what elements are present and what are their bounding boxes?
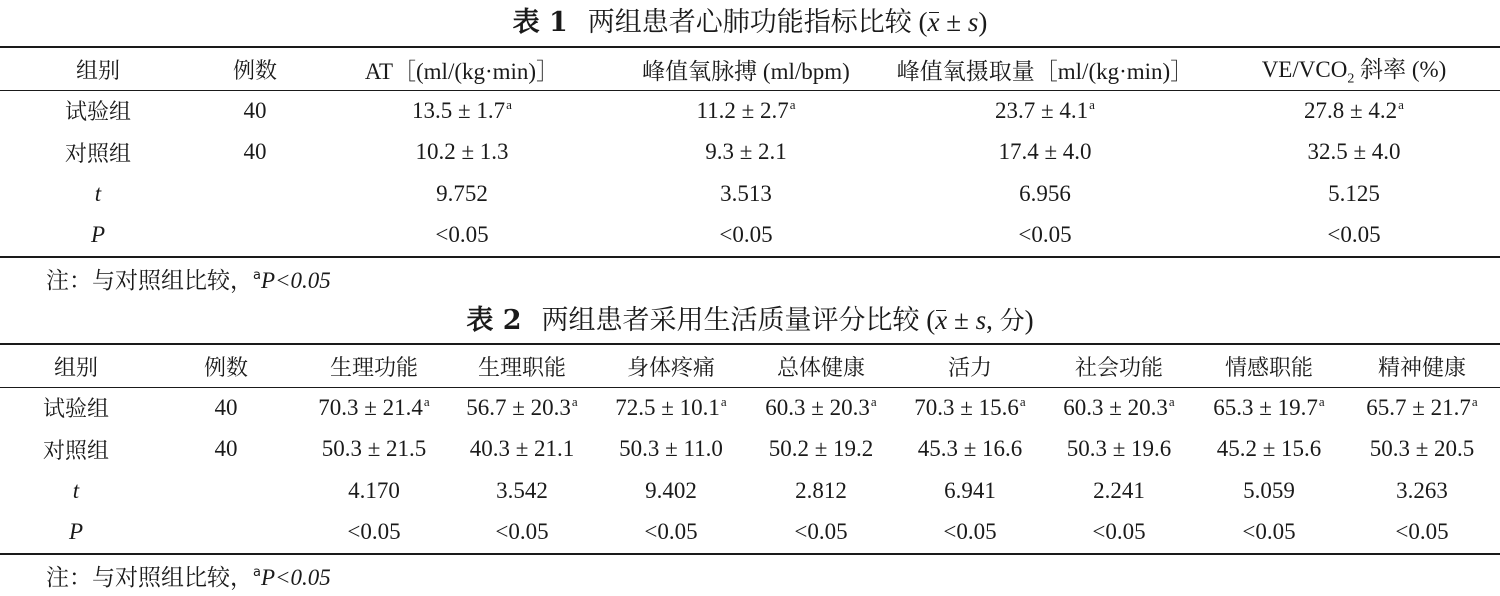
sample-size: 40: [214, 394, 238, 420]
table2-header-cell: 身体疼痛: [626, 355, 715, 381]
table2-header-cell: 活力: [947, 355, 992, 381]
value-cell: 50.3 ± 19.6: [1066, 436, 1172, 462]
significance-marker: a: [1019, 393, 1026, 409]
table1-note: 注：与对照组比较，$^a$P<0.05: [46, 268, 331, 294]
value-cell: 2.241: [1093, 477, 1145, 503]
significance-marker: a: [870, 393, 877, 409]
value-cell: 32.5 ± 4.0: [1307, 139, 1401, 165]
table2-stat-mean: x: [935, 305, 948, 335]
sample-size: 40: [243, 139, 267, 165]
table1: [0, 48, 1500, 256]
value-cell: 3.263: [1396, 477, 1448, 503]
value-cell: <0.05: [495, 519, 549, 545]
value-cell: 50.3 ± 21.5: [321, 436, 427, 462]
value-cell: 45.3 ± 16.6: [917, 436, 1023, 462]
table2-header-cell: 例数: [203, 355, 248, 381]
table2-caption: 两组患者采用生活质量评分比较: [541, 305, 920, 336]
group-label: 对照组: [42, 438, 109, 464]
table1-stat-sd: s: [967, 7, 979, 37]
table2-header-row: [0, 345, 1500, 387]
group-label: 试验组: [42, 397, 109, 423]
value-cell: <0.05: [1092, 519, 1146, 545]
significance-marker: a: [1089, 96, 1095, 112]
sample-size: [196, 215, 314, 257]
significance-marker: a: [720, 393, 727, 409]
value-cell: 60.3 ± 20.3$^a$: [765, 393, 877, 420]
value-cell: <0.05: [1018, 222, 1072, 248]
value-cell: 9.3 ± 2.1: [705, 139, 787, 165]
value-cell: 50.3 ± 11.0: [619, 436, 723, 462]
value-cell: 70.3 ± 15.6$^a$: [914, 393, 1026, 420]
sample-size: [152, 512, 300, 554]
table1-header-ve-vco2: $VE/VCO_2$ 斜率 (%): [1261, 56, 1447, 87]
value-cell: 60.3 ± 20.3$^a$: [1063, 393, 1175, 420]
table2-row: [0, 429, 1500, 471]
value-cell: 2.812: [795, 477, 847, 503]
table2-header-rule: [0, 387, 1500, 388]
table1-header-peak-o2-pulse: 峰值氧脉搏 (ml/bpm): [642, 58, 850, 84]
value-cell: <0.05: [1327, 222, 1381, 248]
table2-row: [0, 387, 1500, 429]
value-cell: 3.513: [720, 180, 772, 206]
sample-size: 40: [243, 97, 267, 123]
table1-row: [0, 173, 1500, 215]
value-cell: 45.2 ± 15.6: [1216, 436, 1322, 462]
value-cell: <0.05: [1242, 519, 1296, 545]
table2: [0, 345, 1500, 553]
value-cell: <0.05: [794, 519, 848, 545]
value-cell: 5.059: [1243, 477, 1295, 503]
group-label: 试验组: [64, 100, 131, 126]
value-cell: 23.7 ± 4.1$^a$: [995, 96, 1095, 123]
value-cell: 50.3 ± 20.5: [1369, 436, 1475, 462]
table2-bottom-rule: [0, 553, 1500, 555]
table2-note: 注：与对照组比较，$^a$P<0.05: [46, 565, 331, 591]
table1-row: [0, 132, 1500, 174]
table2-row: [0, 512, 1500, 554]
group-label: P: [90, 222, 106, 248]
value-cell: <0.05: [644, 519, 698, 545]
value-cell: 72.5 ± 10.1$^a$: [615, 393, 727, 420]
table2-header-cell: 情感职能: [1224, 355, 1313, 381]
significance-marker: a: [506, 96, 512, 112]
table2-header-cell: 生理职能: [477, 355, 566, 381]
significance-marker: a: [1471, 393, 1478, 409]
value-cell: 3.542: [496, 477, 548, 503]
sample-size: [196, 173, 314, 215]
value-cell: 27.8 ± 4.2$^a$: [1304, 96, 1404, 123]
table1-stat-mean: x: [927, 7, 940, 37]
table1-caption: 两组患者心肺功能指标比较: [587, 7, 912, 38]
table2-number: 表 2: [466, 305, 522, 336]
value-cell: 50.2 ± 19.2: [768, 436, 874, 462]
value-cell: <0.05: [719, 222, 773, 248]
table1-bottom-rule: [0, 256, 1500, 258]
value-cell: 17.4 ± 4.0: [998, 139, 1092, 165]
table2-header-cell: 精神健康: [1377, 355, 1466, 381]
value-cell: 13.5 ± 1.7$^a$: [412, 96, 512, 123]
group-label: 对照组: [64, 141, 131, 167]
table1-row: [0, 215, 1500, 257]
value-cell: 56.7 ± 20.3$^a$: [466, 393, 578, 420]
value-cell: 9.752: [436, 180, 488, 206]
table2-unit: 分: [999, 306, 1025, 335]
significance-marker: a: [1398, 96, 1404, 112]
table2-title: 表 2 两组患者采用生活质量评分比较 (x ± s, 分): [466, 305, 1034, 336]
significance-marker: a: [423, 393, 430, 409]
value-cell: 9.402: [645, 477, 697, 503]
table2-header-cell: 生理功能: [329, 355, 418, 381]
table2-header-cell: 总体健康: [776, 355, 865, 381]
value-cell: <0.05: [347, 519, 401, 545]
group-label: t: [94, 180, 102, 206]
value-cell: 6.941: [944, 477, 996, 503]
value-cell: 65.3 ± 19.7$^a$: [1213, 393, 1325, 420]
significance-marker: a: [571, 393, 578, 409]
sample-size: 40: [214, 436, 238, 462]
table1-header-rule: [0, 90, 1500, 91]
table1-header-n: 例数: [232, 58, 277, 84]
table1-header-group: 组别: [75, 58, 120, 84]
value-cell: 6.956: [1019, 180, 1071, 206]
table2-header-cell: 组别: [53, 355, 98, 381]
group-label: t: [72, 477, 80, 503]
value-cell: 4.170: [348, 477, 400, 503]
value-cell: 10.2 ± 1.3: [415, 139, 509, 165]
value-cell: <0.05: [435, 222, 489, 248]
table1-row: [0, 90, 1500, 132]
value-cell: <0.05: [1395, 519, 1449, 545]
table1-header-row: [0, 48, 1500, 90]
table2-header-cell: 社会功能: [1074, 355, 1163, 381]
value-cell: 11.2 ± 2.7$^a$: [696, 96, 796, 123]
table1-header-peak-vo2: 峰值氧摄取量［ml/(kg·min)］: [896, 58, 1194, 84]
table2-row: [0, 470, 1500, 512]
value-cell: 5.125: [1328, 180, 1380, 206]
group-label: P: [68, 519, 84, 545]
significance-marker: a: [1318, 393, 1325, 409]
significance-marker: a: [1168, 393, 1175, 409]
value-cell: <0.05: [943, 519, 997, 545]
value-cell: 40.3 ± 21.1: [469, 436, 575, 462]
sample-size: [152, 470, 300, 512]
significance-marker: a: [789, 96, 796, 112]
table1-number: 表 1: [512, 7, 568, 38]
table1-title: 表 1 两组患者心肺功能指标比较 (x ± s): [512, 7, 988, 38]
value-cell: 65.7 ± 21.7$^a$: [1366, 393, 1478, 420]
table2-stat-sd: s: [975, 305, 987, 335]
table1-header-at: AT［(ml/(kg·min)］: [364, 58, 560, 84]
value-cell: 70.3 ± 21.4$^a$: [318, 393, 430, 420]
